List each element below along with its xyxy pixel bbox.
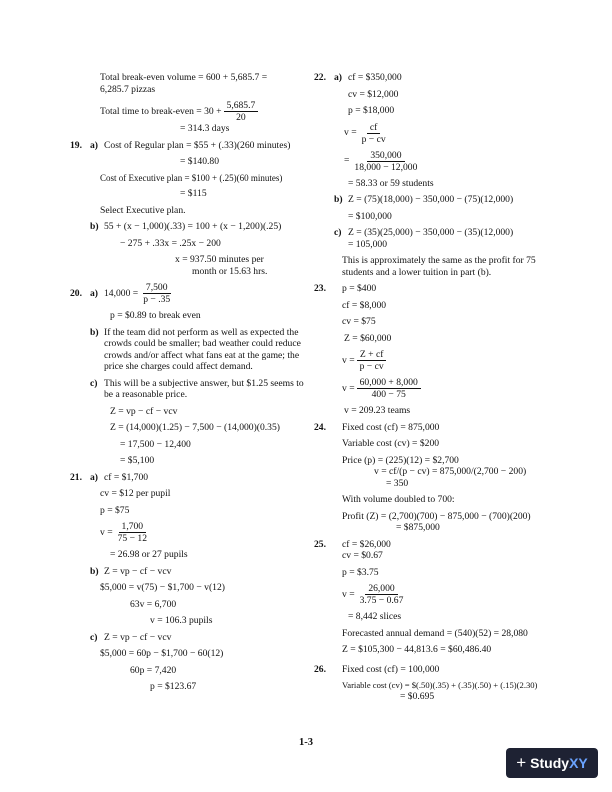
- problem-number: 20.: [70, 288, 82, 300]
- part-label: b): [90, 326, 99, 338]
- text-line: = $140.80: [180, 156, 219, 168]
- part-label: c): [90, 377, 98, 389]
- denominator: p − .35: [143, 294, 171, 306]
- denominator: p − cv: [359, 361, 384, 373]
- denominator: 18,000 − 12,000: [354, 161, 418, 173]
- text-line: Forecasted annual demand = (540)(52) = 28,080: [342, 627, 528, 639]
- text-line: p = $3.75: [342, 566, 379, 578]
- part-label: a): [90, 288, 98, 300]
- text-line: 6,285.7 pizzas: [100, 83, 156, 95]
- numerator: 60,000 + 8,000: [357, 377, 421, 389]
- fraction: [357, 583, 407, 606]
- studyxy-badge[interactable]: [506, 748, 598, 778]
- problem-21: [70, 472, 305, 693]
- problem-number: 23.: [314, 283, 326, 295]
- denominator: 400 − 75: [371, 389, 406, 401]
- text-paragraph: This will be a subjective answer, but $1.25 seems to be a reasonable price.: [104, 377, 304, 401]
- numerator: 1,700: [119, 521, 147, 533]
- text-line: v =: [342, 382, 355, 394]
- denominator: 3.75 − 0.67: [359, 595, 404, 607]
- text-line: p = $123.67: [150, 681, 197, 693]
- text-line: =: [344, 155, 350, 167]
- text-line: = 314.3 days: [180, 123, 230, 135]
- text-line: Z = vp − cf − vcv: [104, 631, 172, 643]
- denominator: 20: [236, 112, 246, 124]
- badge-xy: XY: [569, 754, 588, 771]
- text-line: cf = $1,700: [104, 471, 149, 483]
- text-line: $5,000 = v(75) − $1,700 − v(12): [100, 582, 225, 594]
- fraction: [357, 377, 421, 400]
- part-label: c): [90, 631, 98, 643]
- text-line: Z = $105,300 − 44,813.6 = $60,486.40: [342, 644, 492, 656]
- text-line: p = $0.89 to break even: [110, 310, 201, 322]
- text-line: 14,000 =: [104, 288, 139, 300]
- text-line: month or 15.63 hrs.: [192, 265, 268, 277]
- fraction: [115, 521, 150, 544]
- text-line: Z = (35)(25,000) − 350,000 − (35)(12,000): [348, 227, 514, 239]
- text-line: cv = $75: [342, 316, 376, 328]
- text-line: = 8,442 slices: [348, 611, 402, 623]
- fraction: [357, 349, 387, 372]
- problem-23: [314, 283, 564, 417]
- problem-number: 21.: [70, 471, 82, 483]
- text-line: v =: [344, 127, 357, 139]
- part-label: c): [334, 227, 342, 239]
- part-label: b): [90, 565, 99, 577]
- text-line: Z = vp − cf − vcv: [110, 405, 178, 417]
- denominator: 75 − 12: [117, 533, 148, 545]
- numerator: 26,000: [365, 583, 397, 595]
- text-line: = $115: [180, 188, 207, 200]
- numerator: Z + cf: [357, 349, 387, 361]
- part-label: a): [90, 139, 98, 151]
- denominator: p − cv: [361, 133, 386, 145]
- text-line: cf = $8,000: [342, 299, 387, 311]
- text-line: Cost of Executive plan = $100 + (.25)(60 minutes): [100, 172, 283, 183]
- text-line: cv = $12 per pupil: [100, 488, 171, 500]
- text-line: Total break-even volume = 600 + 5,685.7 =: [100, 72, 268, 83]
- text-line: p = $75: [100, 504, 130, 516]
- text-line: Total time to break-even = 30 +: [100, 105, 222, 117]
- numerator: 5,685.7: [224, 100, 259, 112]
- page-number: 1-3: [299, 737, 313, 748]
- text-line: = 26.98 or 27 pupils: [110, 549, 188, 561]
- text-line: Z = vp − cf − vcv: [104, 565, 172, 577]
- problem-number: 26.: [314, 663, 326, 675]
- part-label: a): [90, 471, 98, 483]
- part-label: b): [90, 221, 99, 233]
- text-line: cv = $0.67: [342, 550, 383, 562]
- problem-19: [70, 140, 305, 278]
- fraction: [351, 150, 420, 173]
- fraction: [140, 282, 173, 305]
- text-line: Profit (Z) = (2,700)(700) − 875,000 − (700)(200): [342, 510, 531, 522]
- fraction: [359, 122, 389, 145]
- plus-icon: +: [516, 752, 527, 772]
- problem-number: 24.: [314, 421, 326, 433]
- text-line: = 17,500 − 12,400: [120, 438, 191, 450]
- text-line: Price (p) = (225)(12) = $2,700: [342, 454, 459, 466]
- text-line: = 58.33 or 59 students: [348, 177, 434, 189]
- text-paragraph: This is approximately the same as the profit for 75 students and a lower tuition in part (b).: [342, 255, 536, 278]
- formula-row: [70, 100, 305, 123]
- text-paragraph: If the team did not perform as well as expected the crowds could be smaller; bad weather could reduce crowds and/or affect what fans eat at the game; the price she charges could affect demand.: [104, 326, 301, 373]
- part-label: a): [334, 72, 342, 83]
- text-line: x = 937.50 minutes per: [175, 254, 264, 266]
- text-line: p = $400: [342, 283, 377, 295]
- text-line: = $5,100: [120, 455, 155, 467]
- text-line: Variable cost (cv) = $200: [342, 438, 440, 450]
- text-line: Select Executive plan.: [100, 204, 186, 216]
- problem-number: 19.: [70, 139, 82, 151]
- text-line: = 105,000: [348, 238, 387, 250]
- text-line: = $100,000: [348, 210, 392, 222]
- text-line: Cost of Regular plan = $55 + (.33)(260 minutes): [104, 139, 291, 151]
- text-line: − 275 + .33x = .25x − 200: [120, 237, 221, 249]
- numerator: cf: [367, 122, 380, 134]
- problem-number: 22.: [314, 72, 326, 83]
- text-line: 60p = 7,420: [130, 664, 177, 676]
- text-line: cf = $26,000: [342, 538, 391, 550]
- text-line: cv = $12,000: [348, 88, 399, 100]
- problem-20: [70, 282, 305, 467]
- text-line: 55 + (x − 1,000)(.33) = 100 + (x − 1,200)(.25): [104, 221, 282, 233]
- text-line: v = 106.3 pupils: [150, 615, 213, 627]
- text-line: Fixed cost (cf) = 100,000: [342, 663, 440, 675]
- badge-word: Study: [530, 754, 570, 771]
- text-line: = $875,000: [396, 522, 440, 534]
- left-column: [70, 72, 305, 693]
- right-column: [314, 72, 564, 702]
- fraction: [224, 100, 259, 123]
- text-line: v =: [100, 527, 113, 539]
- break-even-summary: [70, 72, 305, 135]
- text-line: v = 209.23 teams: [344, 405, 411, 417]
- text-line: With volume doubled to 700:: [342, 494, 455, 506]
- text-line: v = cf/(p − cv) = 875,000/(2,700 − 200): [374, 466, 527, 478]
- text-line: v =: [342, 589, 355, 601]
- problem-number: 25.: [314, 538, 326, 550]
- text-line: $5,000 = 60p − $1,700 − 60(12): [100, 648, 224, 660]
- numerator: 350,000: [367, 150, 404, 162]
- numerator: 7,500: [143, 282, 171, 294]
- text-line: = $0.695: [400, 690, 435, 702]
- problem-24: [314, 422, 564, 534]
- text-line: Fixed cost (cf) = 875,000: [342, 421, 440, 433]
- text-line: = 350: [386, 477, 409, 489]
- problem-22: [314, 72, 564, 278]
- text-line: cf = $350,000: [348, 72, 402, 83]
- text-line: v =: [342, 354, 355, 366]
- text-line: Z = (75)(18,000) − 350,000 − (75)(12,000): [348, 194, 514, 206]
- part-label: b): [334, 194, 343, 206]
- problem-25: [314, 539, 564, 656]
- problem-26: [314, 664, 564, 702]
- text-line: Z = $60,000: [344, 332, 392, 344]
- text-line: Variable cost (cv) = $(.50)(.35) + (.35)(.50) + (.15)(2.30): [342, 680, 538, 691]
- text-line: 63v = 6,700: [130, 598, 177, 610]
- text-line: Z = (14,000)(1.25) − 7,500 − (14,000)(0.35): [110, 422, 280, 434]
- text-line: p = $18,000: [348, 105, 395, 116]
